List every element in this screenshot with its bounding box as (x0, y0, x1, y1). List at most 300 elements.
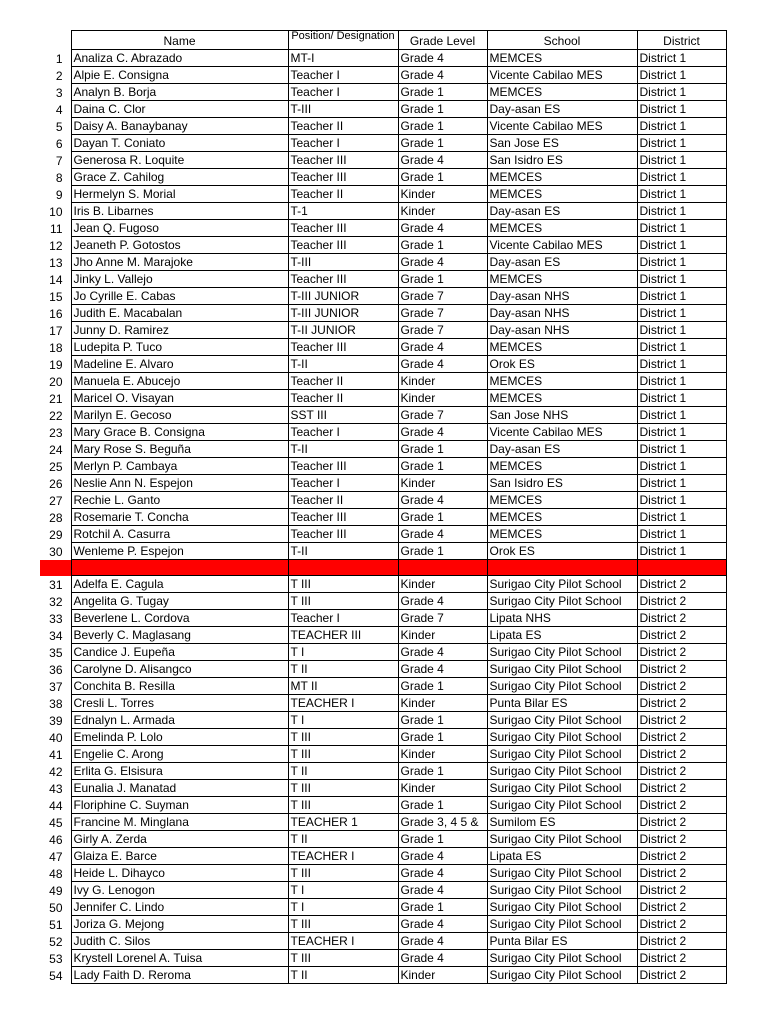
grade-level-cell: Grade 4 (398, 152, 487, 169)
grade-level-cell: Grade 1 (398, 118, 487, 135)
row-number-cell: 45 (49, 815, 63, 830)
row-number-cell: 29 (49, 527, 63, 542)
position-cell: Teacher I (288, 610, 398, 627)
row-number-cell: 20 (49, 374, 63, 389)
school-cell: Lipata NHS (487, 610, 637, 627)
row-number-cell: 9 (55, 187, 63, 202)
position-cell: T I (288, 644, 398, 661)
teacher-name-cell: Grace Z. Cahilog (71, 169, 288, 186)
header-row (40, 31, 726, 50)
position-cell: TEACHER I (288, 933, 398, 950)
grade-level-cell: Grade 4 (398, 424, 487, 441)
table-row (40, 509, 726, 526)
table-row (40, 101, 726, 118)
teacher-name-cell: Ivy G. Lenogon (71, 882, 288, 899)
row-number-cell: 48 (49, 866, 63, 881)
row-number-cell: 15 (49, 289, 63, 304)
table-row (40, 84, 726, 101)
position-cell: T-III JUNIOR (288, 305, 398, 322)
position-cell: T II (288, 967, 398, 984)
table-row (40, 644, 726, 661)
district-cell: District 2 (637, 729, 726, 746)
grade-level-cell: Grade 1 (398, 899, 487, 916)
row-number-cell: 11 (50, 221, 63, 236)
grade-level-cell: Grade 1 (398, 101, 487, 118)
row-number-cell: 35 (49, 645, 63, 660)
school-cell: Surigao City Pilot School (487, 831, 637, 848)
row-number-cell: 32 (49, 594, 63, 609)
grade-level-cell: Grade 4 (398, 933, 487, 950)
table-row (40, 916, 726, 933)
district-cell: District 1 (637, 118, 726, 135)
row-number-cell: 54 (49, 968, 63, 983)
grade-level-cell: Kinder (398, 627, 487, 644)
position-cell: T III (288, 780, 398, 797)
row-number-cell: 18 (49, 340, 63, 355)
row-number-cell: 33 (49, 611, 63, 626)
table-row (40, 118, 726, 135)
school-cell: MEMCES (487, 84, 637, 101)
district-cell: District 2 (637, 695, 726, 712)
position-cell: Teacher III (288, 526, 398, 543)
table-row (40, 186, 726, 203)
school-cell: Surigao City Pilot School (487, 593, 637, 610)
teacher-name-cell: Eunalia J. Manatad (71, 780, 288, 797)
row-number-cell: 42 (49, 764, 63, 779)
table-row (40, 441, 726, 458)
grade-level-cell: Grade 4 (398, 593, 487, 610)
school-cell: MEMCES (487, 169, 637, 186)
district-cell: District 1 (637, 322, 726, 339)
school-cell: Day-asan NHS (487, 322, 637, 339)
position-cell: T I (288, 712, 398, 729)
grade-level-cell: Kinder (398, 203, 487, 220)
table-row (40, 593, 726, 610)
row-number-cell: 7 (55, 153, 63, 168)
district-cell: District 2 (637, 967, 726, 984)
school-cell: Day-asan NHS (487, 288, 637, 305)
separator-cell (40, 560, 71, 576)
table-row (40, 712, 726, 729)
row-number-cell: 4 (55, 102, 63, 117)
teacher-name-cell: Rechie L. Ganto (71, 492, 288, 509)
position-cell: Teacher III (288, 509, 398, 526)
school-cell: MEMCES (487, 50, 637, 67)
teacher-name-cell: Erlita G. Elsisura (71, 763, 288, 780)
table-row (40, 152, 726, 169)
school-cell: Day-asan NHS (487, 305, 637, 322)
school-cell: Day-asan ES (487, 203, 637, 220)
table-row (40, 322, 726, 339)
grade-level-cell: Grade 4 (398, 254, 487, 271)
row-number-cell: 5 (55, 119, 63, 134)
district-cell: District 1 (637, 84, 726, 101)
row-number-cell: 2 (55, 68, 63, 83)
school-cell: Surigao City Pilot School (487, 967, 637, 984)
teacher-name-cell: Beverly C. Maglasang (71, 627, 288, 644)
grade-level-cell: Kinder (398, 373, 487, 390)
header-school: School (487, 31, 637, 50)
position-cell: Teacher II (288, 390, 398, 407)
grade-level-cell: Grade 7 (398, 610, 487, 627)
grade-level-cell: Kinder (398, 390, 487, 407)
teacher-name-cell: Girly A. Zerda (71, 831, 288, 848)
row-number-cell: 30 (49, 544, 63, 559)
school-cell: Surigao City Pilot School (487, 916, 637, 933)
grade-level-cell: Grade 4 (398, 950, 487, 967)
district-cell: District 2 (637, 661, 726, 678)
header-grade-level: Grade Level (398, 31, 487, 50)
position-cell: Teacher III (288, 169, 398, 186)
teacher-name-cell: Candice J. Eupeña (71, 644, 288, 661)
teacher-name-cell: Cresli L. Torres (71, 695, 288, 712)
grade-level-cell: Grade 4 (398, 848, 487, 865)
table-row (40, 899, 726, 916)
table-row (40, 135, 726, 152)
position-cell: Teacher III (288, 271, 398, 288)
school-cell: Lipata ES (487, 627, 637, 644)
district-cell: District 2 (637, 627, 726, 644)
district-cell: District 1 (637, 203, 726, 220)
position-cell: Teacher II (288, 118, 398, 135)
position-cell: T-II (288, 356, 398, 373)
school-cell: Surigao City Pilot School (487, 763, 637, 780)
teacher-name-cell: Judith C. Silos (71, 933, 288, 950)
teacher-name-cell: Francine M. Minglana (71, 814, 288, 831)
table-row (40, 475, 726, 492)
school-cell: Day-asan ES (487, 254, 637, 271)
separator-cell (398, 560, 487, 576)
district-cell: District 1 (637, 441, 726, 458)
district-cell: District 1 (637, 390, 726, 407)
school-cell: MEMCES (487, 186, 637, 203)
school-cell: Orok ES (487, 356, 637, 373)
table-row (40, 356, 726, 373)
school-cell: MEMCES (487, 492, 637, 509)
position-cell: TEACHER 1 (288, 814, 398, 831)
row-number-cell: 37 (49, 679, 63, 694)
row-number-cell: 21 (49, 391, 63, 406)
row-number-cell: 10 (49, 204, 63, 219)
teacher-name-cell: Maricel O. Visayan (71, 390, 288, 407)
teacher-name-cell: Analiza C. Abrazado (71, 50, 288, 67)
district-cell: District 1 (637, 475, 726, 492)
teacher-name-cell: Mary Grace B. Consigna (71, 424, 288, 441)
row-number-cell: 3 (55, 85, 63, 100)
school-cell: Surigao City Pilot School (487, 780, 637, 797)
table-row (40, 678, 726, 695)
school-cell: MEMCES (487, 339, 637, 356)
teacher-name-cell: Wenleme P. Espejon (71, 543, 288, 560)
school-cell: Surigao City Pilot School (487, 950, 637, 967)
district-cell: District 2 (637, 593, 726, 610)
school-cell: Surigao City Pilot School (487, 576, 637, 593)
grade-level-cell: Grade 4 (398, 865, 487, 882)
table-row (40, 526, 726, 543)
position-cell: T III (288, 865, 398, 882)
position-cell: Teacher I (288, 135, 398, 152)
position-cell: Teacher I (288, 424, 398, 441)
table-row (40, 627, 726, 644)
position-cell: T I (288, 882, 398, 899)
position-cell: T III (288, 797, 398, 814)
grade-level-cell: Grade 1 (398, 543, 487, 560)
table-row (40, 610, 726, 627)
teacher-name-cell: Rosemarie T. Concha (71, 509, 288, 526)
grade-level-cell: Grade 7 (398, 305, 487, 322)
district-cell: District 2 (637, 576, 726, 593)
position-cell: MT-I (288, 50, 398, 67)
position-cell: TEACHER III (288, 627, 398, 644)
separator-cell (487, 560, 637, 576)
row-number-cell: 51 (49, 917, 63, 932)
position-cell: T III (288, 576, 398, 593)
table-row (40, 458, 726, 475)
teacher-name-cell: Krystell Lorenel A. Tuisa (71, 950, 288, 967)
school-cell: San Isidro ES (487, 152, 637, 169)
district-cell: District 1 (637, 67, 726, 84)
row-number-cell: 28 (49, 510, 63, 525)
school-cell: Lipata ES (487, 848, 637, 865)
grade-level-cell: Grade 1 (398, 712, 487, 729)
school-cell: Surigao City Pilot School (487, 729, 637, 746)
row-number-cell: 24 (49, 442, 63, 457)
grade-level-cell: Grade 4 (398, 67, 487, 84)
district-cell: District 1 (637, 526, 726, 543)
school-cell: San Jose ES (487, 135, 637, 152)
grade-level-cell: Kinder (398, 475, 487, 492)
school-cell: MEMCES (487, 220, 637, 237)
row-number-cell: 19 (49, 357, 63, 372)
teacher-name-cell: Dayan T. Coniato (71, 135, 288, 152)
position-cell: Teacher III (288, 458, 398, 475)
district-cell: District 1 (637, 50, 726, 67)
grade-level-cell: Grade 1 (398, 237, 487, 254)
row-number-cell: 1 (55, 51, 63, 66)
teacher-name-cell: Analyn B. Borja (71, 84, 288, 101)
table-row (40, 797, 726, 814)
row-number-cell: 36 (49, 662, 63, 677)
table-row (40, 746, 726, 763)
district-cell: District 2 (637, 882, 726, 899)
teacher-name-cell: Generosa R. Loquite (71, 152, 288, 169)
position-cell: Teacher I (288, 475, 398, 492)
position-cell: T-III JUNIOR (288, 288, 398, 305)
position-cell: T III (288, 916, 398, 933)
school-cell: San Jose NHS (487, 407, 637, 424)
row-number-cell: 6 (55, 136, 63, 151)
table-row (40, 763, 726, 780)
teacher-name-cell: Daisy A. Banaybanay (71, 118, 288, 135)
grade-level-cell: Grade 7 (398, 288, 487, 305)
separator-cell (288, 560, 398, 576)
teacher-name-cell: Daina C. Clor (71, 101, 288, 118)
grade-level-cell: Grade 1 (398, 441, 487, 458)
school-cell: Day-asan ES (487, 441, 637, 458)
position-cell: Teacher II (288, 492, 398, 509)
row-number-cell: 25 (49, 459, 63, 474)
district-cell: District 1 (637, 509, 726, 526)
district-cell: District 1 (637, 339, 726, 356)
district-cell: District 2 (637, 763, 726, 780)
table-row (40, 254, 726, 271)
school-cell: Surigao City Pilot School (487, 678, 637, 695)
grade-level-cell: Grade 1 (398, 169, 487, 186)
school-cell: MEMCES (487, 458, 637, 475)
position-cell: Teacher III (288, 237, 398, 254)
row-number-cell: 22 (49, 408, 63, 423)
teacher-name-cell: Beverlene L. Cordova (71, 610, 288, 627)
position-cell: Teacher I (288, 67, 398, 84)
district-cell: District 1 (637, 543, 726, 560)
table-row (40, 882, 726, 899)
district-cell: District 1 (637, 407, 726, 424)
school-cell: Orok ES (487, 543, 637, 560)
teacher-name-cell: Floriphine C. Suyman (71, 797, 288, 814)
row-number-cell: 44 (49, 798, 63, 813)
table-row (40, 780, 726, 797)
table-row (40, 203, 726, 220)
teacher-name-cell: Madeline E. Alvaro (71, 356, 288, 373)
teacher-name-cell: Glaiza E. Barce (71, 848, 288, 865)
teacher-name-cell: Emelinda P. Lolo (71, 729, 288, 746)
position-cell: T-1 (288, 203, 398, 220)
row-number-cell: 26 (49, 476, 63, 491)
grade-level-cell: Grade 1 (398, 763, 487, 780)
school-cell: MEMCES (487, 390, 637, 407)
table-row (40, 271, 726, 288)
position-cell: Teacher III (288, 339, 398, 356)
table-row (40, 695, 726, 712)
teacher-name-cell: Carolyne D. Alisangco (71, 661, 288, 678)
district-cell: District 2 (637, 831, 726, 848)
teacher-name-cell: Ednalyn L. Armada (71, 712, 288, 729)
position-cell: T III (288, 950, 398, 967)
teacher-name-cell: Jinky L. Vallejo (71, 271, 288, 288)
teacher-name-cell: Judith E. Macabalan (71, 305, 288, 322)
school-cell: Surigao City Pilot School (487, 746, 637, 763)
table-row (40, 967, 726, 984)
school-cell: Surigao City Pilot School (487, 882, 637, 899)
district-cell: District 1 (637, 356, 726, 373)
district-cell: District 1 (637, 169, 726, 186)
district-cell: District 1 (637, 254, 726, 271)
grade-level-cell: Kinder (398, 746, 487, 763)
district-cell: District 1 (637, 101, 726, 118)
grade-level-cell: Grade 7 (398, 322, 487, 339)
school-cell: Vicente Cabilao MES (487, 67, 637, 84)
teacher-name-cell: Merlyn P. Cambaya (71, 458, 288, 475)
table-row (40, 169, 726, 186)
school-cell: MEMCES (487, 526, 637, 543)
row-number-cell: 14 (49, 272, 63, 287)
row-number-cell: 46 (49, 832, 63, 847)
school-cell: Vicente Cabilao MES (487, 424, 637, 441)
district-cell: District 1 (637, 288, 726, 305)
grade-level-cell: Grade 3, 4 5 & (398, 814, 487, 831)
row-number-cell: 39 (49, 713, 63, 728)
position-cell: T-III (288, 101, 398, 118)
row-number-cell: 27 (49, 493, 63, 508)
table-row (40, 407, 726, 424)
table-row (40, 67, 726, 84)
teacher-name-cell: Jennifer C. Lindo (71, 899, 288, 916)
teacher-name-cell: Joriza G. Mejong (71, 916, 288, 933)
row-number-cell: 47 (49, 849, 63, 864)
district-cell: District 1 (637, 152, 726, 169)
school-cell: San Isidro ES (487, 475, 637, 492)
teacher-name-cell: Adelfa E. Cagula (71, 576, 288, 593)
grade-level-cell: Grade 4 (398, 50, 487, 67)
table-row (40, 288, 726, 305)
table-row (40, 424, 726, 441)
position-cell: Teacher II (288, 186, 398, 203)
teacher-name-cell: Jo Cyrille E. Cabas (71, 288, 288, 305)
table-row (40, 390, 726, 407)
teacher-name-cell: Conchita B. Resilla (71, 678, 288, 695)
position-cell: T-II (288, 441, 398, 458)
position-cell: T III (288, 593, 398, 610)
grade-level-cell: Grade 1 (398, 729, 487, 746)
row-number-cell: 53 (49, 951, 63, 966)
district-cell: District 2 (637, 899, 726, 916)
table-row (40, 220, 726, 237)
grade-level-cell: Grade 1 (398, 797, 487, 814)
table-row (40, 237, 726, 254)
teacher-name-cell: Rotchil A. Casurra (71, 526, 288, 543)
header-number-cell (40, 31, 71, 50)
teacher-name-cell: Mary Rose S. Beguña (71, 441, 288, 458)
table-row (40, 814, 726, 831)
position-cell: Teacher II (288, 373, 398, 390)
district-cell: District 1 (637, 458, 726, 475)
position-cell: T-III (288, 254, 398, 271)
grade-level-cell: Kinder (398, 186, 487, 203)
school-cell: Surigao City Pilot School (487, 644, 637, 661)
district-cell: District 2 (637, 780, 726, 797)
school-cell: Surigao City Pilot School (487, 899, 637, 916)
school-cell: MEMCES (487, 271, 637, 288)
table-row (40, 933, 726, 950)
grade-level-cell: Grade 1 (398, 458, 487, 475)
district-cell: District 1 (637, 186, 726, 203)
district-cell: District 1 (637, 220, 726, 237)
table-row (40, 950, 726, 967)
row-number-cell: 34 (49, 628, 63, 643)
district-cell: District 1 (637, 373, 726, 390)
district-cell: District 2 (637, 712, 726, 729)
separator-cell (71, 560, 288, 576)
teacher-name-cell: Heide L. Dihayco (71, 865, 288, 882)
table-row (40, 50, 726, 67)
school-cell: Day-asan ES (487, 101, 637, 118)
teacher-name-cell: Alpie E. Consigna (71, 67, 288, 84)
row-number-cell: 52 (49, 934, 63, 949)
grade-level-cell: Grade 1 (398, 509, 487, 526)
table-row (40, 865, 726, 882)
district-cell: District 1 (637, 271, 726, 288)
school-cell: Sumilom ES (487, 814, 637, 831)
school-cell: Punta Bilar ES (487, 933, 637, 950)
position-cell: T-II JUNIOR (288, 322, 398, 339)
district-cell: District 2 (637, 814, 726, 831)
position-cell: T II (288, 831, 398, 848)
table-row (40, 543, 726, 560)
grade-level-cell: Kinder (398, 695, 487, 712)
row-number-cell: 43 (49, 781, 63, 796)
position-cell: Teacher I (288, 84, 398, 101)
district-cell: District 2 (637, 865, 726, 882)
